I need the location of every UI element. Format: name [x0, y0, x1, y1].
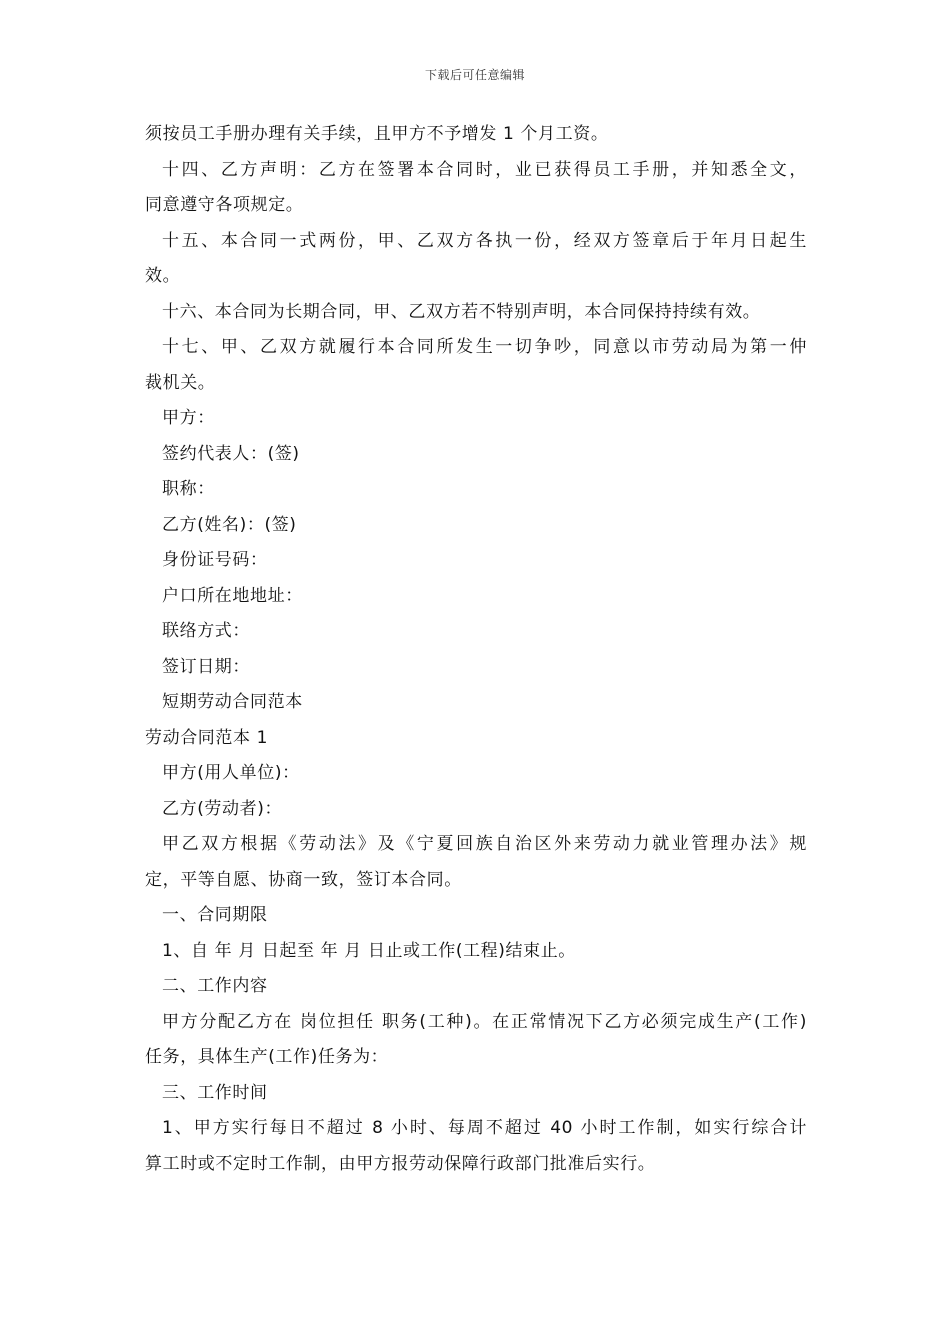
- preamble-line-1: 甲乙双方根据《劳动法》及《宁夏回族自治区外来劳动力就业管理办法》规: [162, 834, 807, 854]
- employer-label: 甲方(用人单位)：: [162, 763, 300, 783]
- employee-label: 乙方(劳动者)：: [162, 798, 283, 819]
- clause-14-line-1: 十四、乙方声明：乙方在签署本合同时，业已获得员工手册，并知悉全文，: [162, 159, 807, 180]
- job-title-label: 职称：: [162, 479, 215, 499]
- template-title: 劳动合同范本 1: [145, 727, 269, 748]
- document-body: [145, 117, 807, 1182]
- signing-date-label: 签订日期：: [162, 656, 250, 677]
- working-hours-line-2: 算工时或不定时工作制，由甲方报劳动保障行政部门批准后实行。: [145, 1153, 656, 1174]
- contract-term-heading: 一、合同期限: [162, 905, 268, 925]
- party-b-name-label: 乙方(姓名)：(签): [162, 514, 297, 535]
- job-content-heading: 二、工作内容: [162, 976, 268, 996]
- clause-17-line-2: 裁机关。: [145, 372, 216, 393]
- clause-16: 十六、本合同为长期合同，甲、乙双方若不特别声明，本合同保持持续有效。: [162, 301, 761, 322]
- contact-method-label: 联络方式：: [162, 621, 250, 641]
- job-content-line-1: 甲方分配乙方在 岗位担任 职务(工种)。在正常情况下乙方必须完成生产(工作): [162, 1011, 807, 1032]
- section-title: 短期劳动合同范本: [162, 692, 303, 712]
- preamble-line-2: 定，平等自愿、协商一致，签订本合同。: [145, 869, 462, 890]
- working-hours-heading: 三、工作时间: [162, 1082, 268, 1103]
- id-number-label: 身份证号码：: [162, 550, 268, 570]
- signing-representative-label: 签约代表人：(签): [162, 443, 300, 464]
- header-note: 下载后可任意编辑: [424, 68, 525, 82]
- contract-term-clause: 1、自 年 月 日起至 年 月 日止或工作(工程)结束止。: [162, 940, 576, 961]
- clause-15-line-1: 十五、本合同一式两份，甲、乙双方各执一份，经双方签章后于年月日起生: [162, 230, 807, 251]
- paragraph-line: 须按员工手册办理有关手续，且甲方不予增发 1 个月工资。: [145, 124, 609, 144]
- job-content-line-2: 任务，具体生产(工作)任务为：: [145, 1047, 389, 1067]
- household-address-label: 户口所在地地址：: [162, 585, 303, 606]
- party-a-label: 甲方：: [162, 408, 215, 428]
- working-hours-line-1: 1、甲方实行每日不超过 8 小时、每周不超过 40 小时工作制，如实行综合计: [162, 1118, 807, 1138]
- clause-17-line-1: 十七、甲、乙双方就履行本合同所发生一切争吵，同意以市劳动局为第一仲: [162, 337, 807, 357]
- clause-15-line-2: 效。: [145, 266, 181, 286]
- clause-14-line-2: 同意遵守各项规定。: [145, 195, 304, 215]
